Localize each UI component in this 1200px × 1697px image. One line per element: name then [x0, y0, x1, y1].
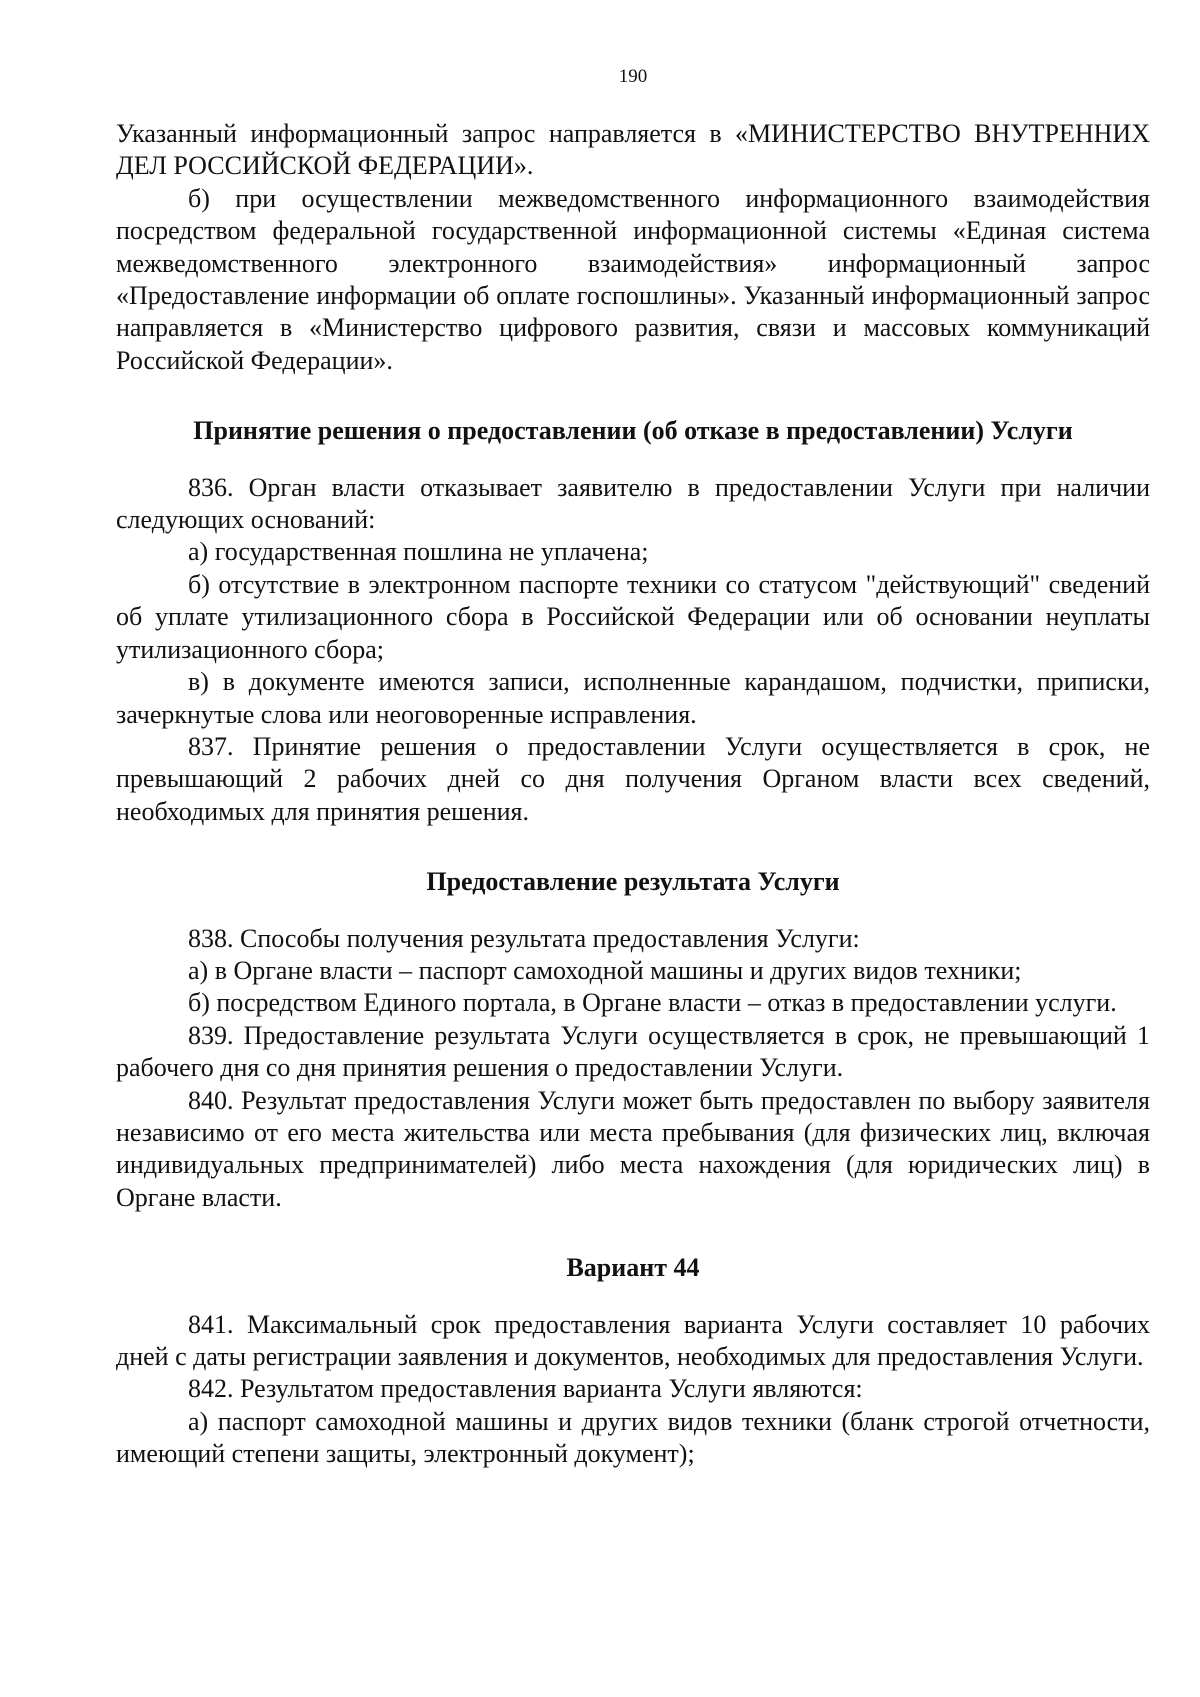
- section-heading-decision: Принятие решения о предоставлении (об отказе в предоставлении) Услуги: [193, 416, 1073, 446]
- section-heading-result: Предоставление результата Услуги: [426, 867, 840, 897]
- paragraph-839: 839. Предоставление результата Услуги осуществляется в срок, не превышающий 1 рабочего дня со дня принятия решения о предоставлении Услуги.: [116, 1020, 1150, 1083]
- paragraph-interdepartmental-request: б) при осуществлении межведомственного информационного взаимодействия посредством федеральной государственной информационной системы «Единая система межведомственного электронного взаимодействия» информационный запрос «Предоставление информации об оплате госпошлины». Указанный информационный запрос направляется в «Министерство цифрового развития, связи и массовых коммуникаций Российской Федерации».: [116, 183, 1150, 375]
- spacer: [116, 1285, 1150, 1309]
- spacer: [116, 1214, 1150, 1252]
- paragraph-837: 837. Принятие решения о предоставлении Услуги осуществляется в срок, не превышающий 2 рабочих дней со дня получения Органом власти всех сведений, необходимых для принятия решения.: [116, 731, 1150, 826]
- list-item-a: а) паспорт самоходной машины и других видов техники (бланк строгой отчетности, имеющий степени защиты, электронный документ);: [116, 1406, 1150, 1469]
- spacer: [116, 828, 1150, 866]
- spacer: [116, 448, 1150, 472]
- list-item-a: а) в Органе власти – паспорт самоходной машины и других видов техники;: [188, 955, 1022, 985]
- list-item-b: б) отсутствие в электронном паспорте техники со статусом "действующий" сведений об уплате утилизационного сбора в Российской Федерации или об основании неуплаты утилизационного сбора;: [116, 569, 1150, 664]
- spacer: [116, 377, 1150, 415]
- paragraph-838: 838. Способы получения результата предоставления Услуги:: [188, 923, 860, 953]
- paragraph-836: 836. Орган власти отказывает заявителю в предоставлении Услуги при наличии следующих оснований:: [116, 472, 1150, 535]
- list-item-a: а) государственная пошлина не уплачена;: [188, 537, 649, 567]
- section-heading-variant-44: Вариант 44: [566, 1253, 700, 1283]
- spacer: [116, 899, 1150, 923]
- paragraph-request-ministry-interior: Указанный информационный запрос направляется в «МИНИСТЕРСТВО ВНУТРЕННИХ ДЕЛ РОССИЙСКОЙ ФЕДЕРАЦИИ».: [116, 119, 1150, 181]
- list-item-v: в) в документе имеются записи, исполненные карандашом, подчистки, приписки, зачеркнутые слова или неоговоренные исправления.: [116, 667, 1150, 729]
- page-number: 190: [618, 66, 648, 87]
- list-item-b: б) посредством Единого портала, в Органе власти – отказ в предоставлении услуги.: [188, 988, 1117, 1018]
- paragraph-842: 842. Результатом предоставления варианта Услуги являются:: [188, 1374, 863, 1404]
- paragraph-840: 840. Результат предоставления Услуги может быть предоставлен по выбору заявителя независимо от его места жительства или места пребывания (для физических лиц, включая индивидуальных предпринимателей) либо места нахождения (для юридических лиц) в Органе власти.: [116, 1085, 1150, 1212]
- paragraph-841: 841. Максимальный срок предоставления варианта Услуги составляет 10 рабочих дней с даты регистрации заявления и документов, необходимых для предоставления Услуги.: [116, 1309, 1150, 1371]
- document-body: [116, 118, 1150, 1471]
